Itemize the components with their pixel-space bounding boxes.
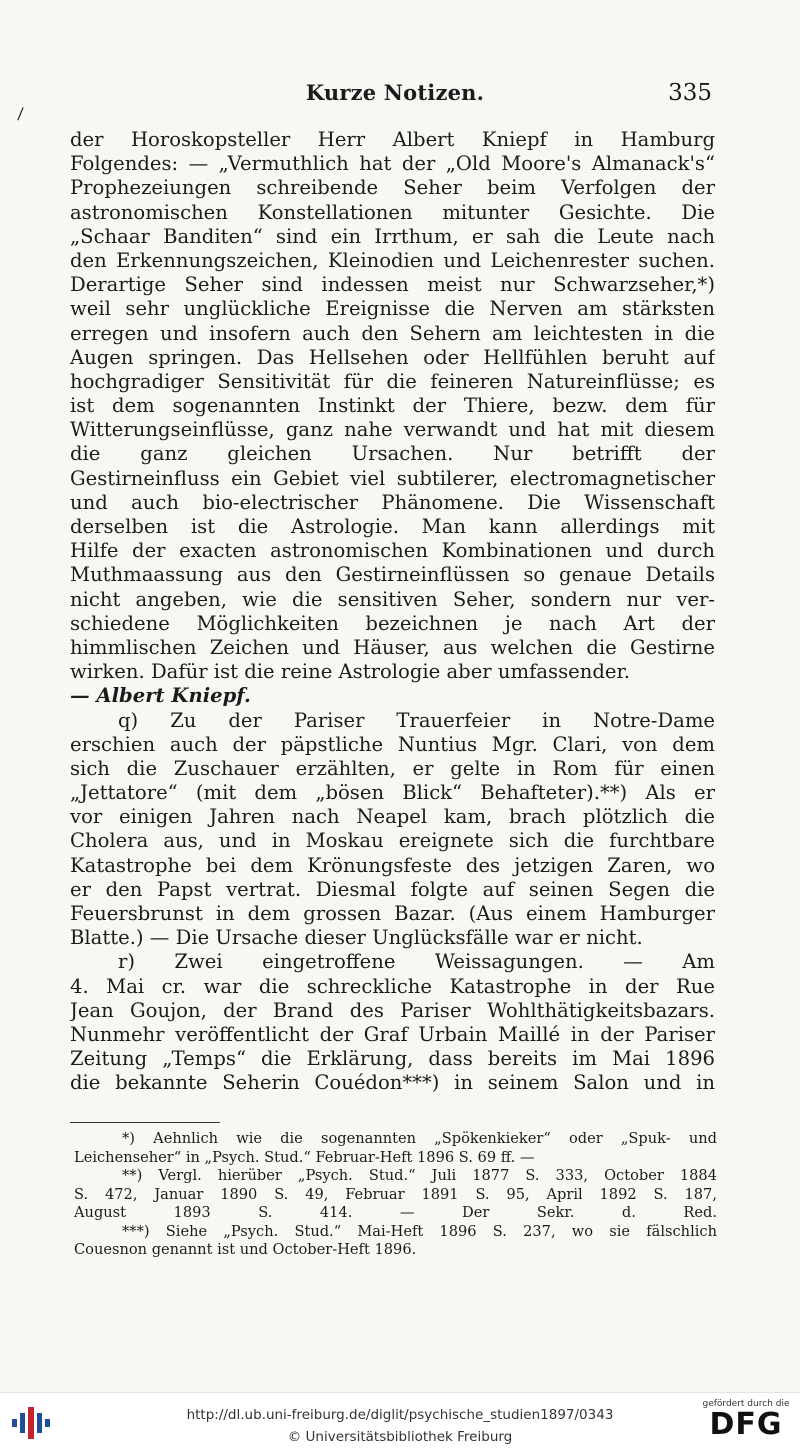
- text-line: die ganz gleichen Ursachen. Nur betrifft der: [70, 442, 715, 466]
- page-number: 335: [668, 80, 712, 106]
- text-line: Hilfe der exacten astronomischen Kombinationen und durch: [70, 539, 715, 563]
- text-line: Derartige Seher sind indessen meist nur Schwarzseher,*): [70, 273, 715, 297]
- text-line: Katastrophe bei dem Krönungsfeste des jetzigen Zaren, wo: [70, 853, 715, 877]
- footer-url-link[interactable]: http://dl.ub.uni-freiburg.de/diglit/psychische_studien1897/0343: [186, 1407, 614, 1423]
- text-line: erschien auch der päpstliche Nuntius Mgr. Clari, von dem: [70, 732, 715, 756]
- running-title: Kurze Notizen.: [305, 80, 485, 105]
- text-line: nicht angeben, wie die sensitiven Seher, sondern nur ver-: [70, 587, 715, 611]
- footnote-line: *) Aehnlich wie die sogenannten „Spökenkieker“ oder „Spuk- und: [122, 1130, 717, 1147]
- text-line: himmlischen Zeichen und Häuser, aus welchen die Gestirne: [70, 635, 715, 659]
- text-line: wirken. Dafür ist die reine Astrologie aber umfassender.: [70, 660, 630, 684]
- main-text: [70, 128, 715, 1096]
- text-line: die bekannte Seherin Couédon***) in seinem Salon und in: [70, 1071, 715, 1095]
- margin-tick-mark: \: [12, 104, 29, 123]
- footnote-line: Leichenseher“ in „Psych. Stud.“ Februar-Heft 1896 S. 69 ff. —: [74, 1148, 535, 1166]
- text-line: Augen springen. Das Hellsehen oder Hellfühlen beruht auf: [70, 345, 715, 369]
- text-line: Witterungseinflüsse, ganz nahe verwandt und hat mit diesem: [70, 418, 715, 442]
- text-line: astronomischen Konstellationen mitunter Gesichte. Die: [70, 200, 715, 224]
- text-line: „Jettatore“ (mit dem „bösen Blick“ Behafteter).**) Als er: [70, 781, 715, 805]
- text-line: weil sehr unglückliche Ereignisse die Nerven am stärksten: [70, 297, 715, 321]
- text-line: vor einigen Jahren nach Neapel kam, brach plötzlich die: [70, 805, 715, 829]
- footnote-line: Couesnon genannt ist und October-Heft 1896.: [74, 1241, 417, 1258]
- text-line: Folgendes: — „Vermuthlich hat der „Old Moore's Almanack's“: [70, 152, 715, 176]
- text-line: Cholera aus, und in Moskau ereignete sich die furchtbare: [70, 829, 715, 853]
- dfg-logo-icon: DFG: [709, 1407, 783, 1442]
- section-r-heading-line: r) Zwei eingetroffene Weissagungen. — Am: [118, 950, 715, 974]
- viewer-footer: [0, 1392, 800, 1452]
- text-line: Prophezeiungen schreibende Seher beim Verfolgen der: [70, 176, 715, 200]
- text-line: „Schaar Banditen“ sind ein Irrthum, er sah die Leute nach: [70, 224, 715, 248]
- page-header: [70, 80, 720, 112]
- text-line: Zeitung „Temps“ die Erklärung, dass bereits im Mai 1896: [70, 1047, 715, 1071]
- text-line: Nunmehr veröffentlicht der Graf Urbain Maillé in der Pariser: [70, 1022, 715, 1046]
- footnote-line: August 1893 S. 414. — Der Sekr. d. Red.: [74, 1204, 717, 1221]
- footnotes: [74, 1130, 717, 1260]
- text-line: Jean Goujon, der Brand des Pariser Wohlthätigkeitsbazars.: [70, 998, 715, 1022]
- footnote-line: **) Vergl. hierüber „Psych. Stud.“ Juli 1877 S. 333, October 1884: [122, 1167, 717, 1184]
- footnote-divider: [70, 1122, 220, 1123]
- text-line: sich die Zuschauer erzählten, er gelte in Rom für einen: [70, 756, 715, 780]
- text-line: ist dem sogenannten Instinkt der Thiere, bezw. dem für: [70, 394, 715, 418]
- text-line: Gestirneinfluss ein Gebiet viel subtilerer, electromagnetischer: [70, 466, 715, 490]
- signature-line: — Albert Kniepf.: [70, 684, 251, 708]
- text-line: schiedene Möglichkeiten bezeichnen je nach Art der: [70, 611, 715, 635]
- footer-copyright: © Universitätsbibliothek Freiburg: [287, 1429, 513, 1445]
- text-line: 4. Mai cr. war die schreckliche Katastrophe in der Rue: [70, 974, 715, 998]
- text-line: Muthmaassung aus den Gestirneinflüssen so genaue Details: [70, 563, 715, 587]
- footnote-line: S. 472, Januar 1890 S. 49, Februar 1891 S. 95, April 1892 S. 187,: [74, 1185, 717, 1203]
- text-line: Blatte.) — Die Ursache dieser Unglücksfälle war er nicht.: [70, 926, 643, 950]
- dfg-badge: [700, 1399, 792, 1447]
- text-line: Feuersbrunst in dem grossen Bazar. (Aus einem Hamburger: [70, 902, 715, 925]
- footnote-line: ***) Siehe „Psych. Stud.“ Mai-Heft 1896 S. 237, wo sie fälschlich: [122, 1222, 717, 1240]
- text-line: er den Papst vertrat. Diesmal folgte auf seinen Segen die: [70, 877, 715, 901]
- text-line: erregen und insofern auch den Sehern am leichtesten in die: [70, 321, 715, 345]
- text-line: den Erkennungszeichen, Kleinodien und Leichenrester suchen.: [70, 248, 715, 272]
- text-line: der Horoskopsteller Herr Albert Kniepf in Hamburg: [70, 128, 715, 151]
- text-line: hochgradiger Sensitivität für die feineren Natureinflüsse; es: [70, 369, 715, 393]
- text-line: derselben ist die Astrologie. Man kann allerdings mit: [70, 515, 715, 538]
- dfg-caption: gefördert durch die: [702, 1399, 790, 1409]
- section-q-heading-line: q) Zu der Pariser Trauerfeier in Notre-Dame: [118, 708, 715, 732]
- text-line: und auch bio-electrischer Phänomene. Die Wissenschaft: [70, 490, 715, 514]
